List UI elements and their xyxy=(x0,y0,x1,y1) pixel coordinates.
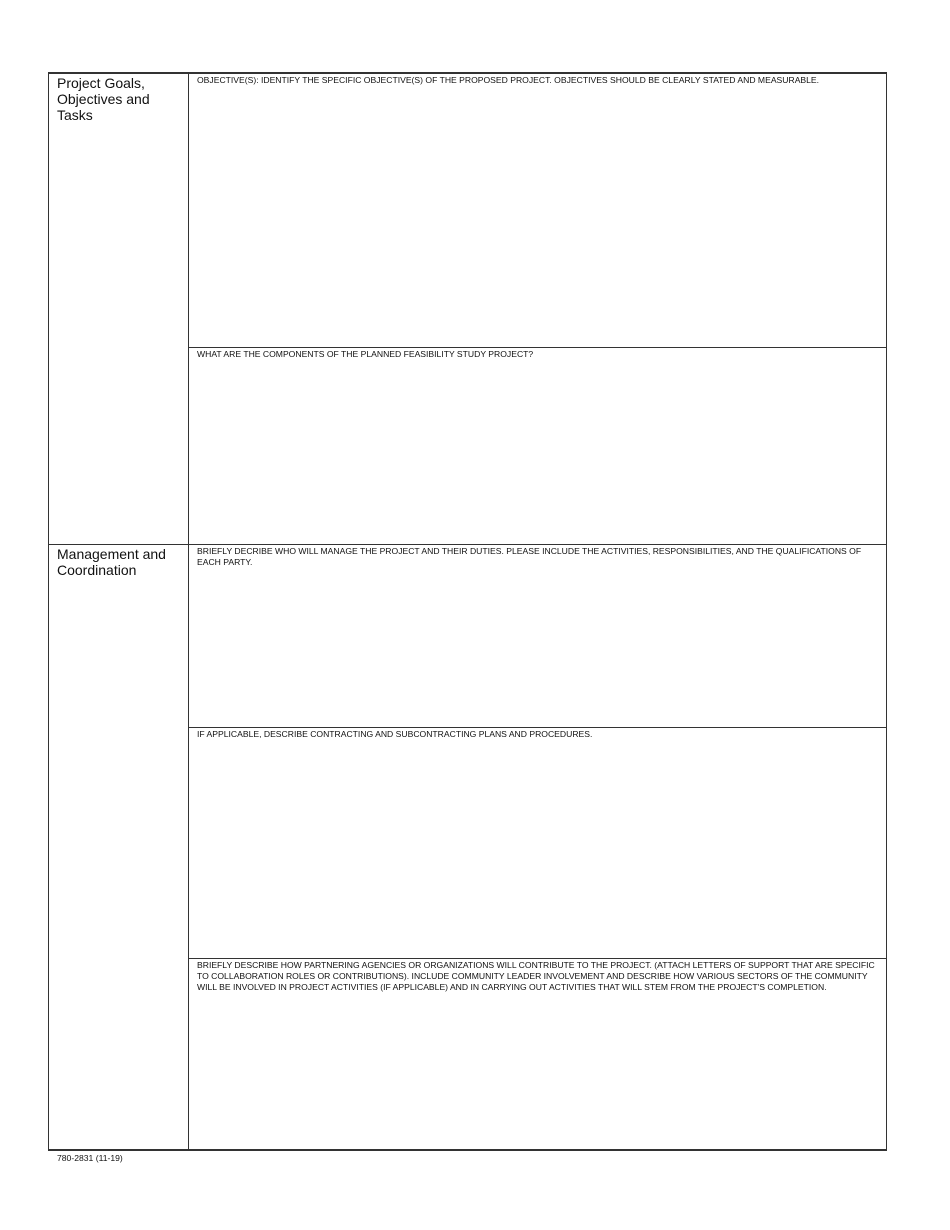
section-label-cell xyxy=(49,74,189,544)
form-number: 780-2831 (11-19) xyxy=(57,1153,123,1163)
section-fields xyxy=(189,74,886,544)
partnering-agencies-field-prompt: BRIEFLY DESCRIBE HOW PARTNERING AGENCIES OR ORGANIZATIONS WILL CONTRIBUTE TO THE PROJECT. (ATTACH LETTERS OF SUPPORT THAT ARE SPECIFIC TO COLLABORATION ROLES OR CONTRIBUTIONS). INCLUDE COMMUNITY LEADER INVOLVEMENT AND DESCRIBE HOW VARIOUS SECTORS OF THE COMMUNITY WILL BE INVOLVED IN PROJECT ACTIVITIES (IF APPLICABLE) AND IN CARRYING OUT ACTIVITIES THAT WILL STEM FROM THE PROJECT'S COMPLETION. xyxy=(197,960,875,992)
section-label-project-goals: Project Goals, Objectives and Tasks xyxy=(57,75,150,123)
section-label-cell xyxy=(49,545,189,1151)
objectives-field-prompt: OBJECTIVE(S): IDENTIFY THE SPECIFIC OBJECTIVE(S) OF THE PROPOSED PROJECT. OBJECTIVES SHOULD BE CLEARLY STATED AND MEASURABLE. xyxy=(197,75,820,85)
partnering-agencies-field[interactable] xyxy=(189,958,886,1152)
section-management-coordination xyxy=(49,544,886,1151)
objectives-field[interactable] xyxy=(189,74,886,347)
project-management-field-prompt: BRIEFLY DECRIBE WHO WILL MANAGE THE PROJECT AND THEIR DUTIES. PLEASE INCLUDE THE ACTIVITIES, RESPONSIBILITIES, AND THE QUALIFICATIONS OF EACH PARTY. xyxy=(197,546,862,567)
section-label-management: Management and Coordination xyxy=(57,546,166,578)
components-field[interactable] xyxy=(189,347,886,544)
section-project-goals xyxy=(49,74,886,544)
contracting-plans-field-prompt: IF APPLICABLE, DESCRIBE CONTRACTING AND SUBCONTRACTING PLANS AND PROCEDURES. xyxy=(197,729,593,739)
project-management-field[interactable] xyxy=(189,545,886,727)
section-fields xyxy=(189,545,886,1151)
contracting-plans-field[interactable] xyxy=(189,727,886,958)
application-form-table xyxy=(48,72,887,1151)
components-field-prompt: WHAT ARE THE COMPONENTS OF THE PLANNED FEASIBILITY STUDY PROJECT? xyxy=(197,349,534,359)
